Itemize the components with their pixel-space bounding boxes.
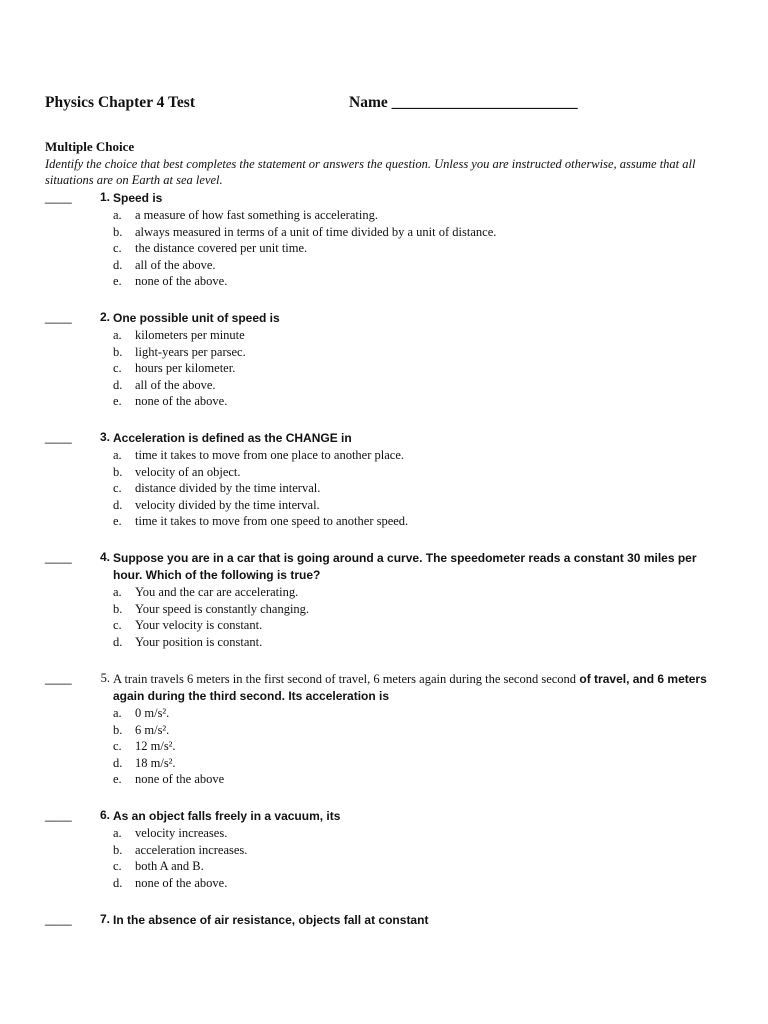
option (113, 224, 725, 241)
option-letter: e. (113, 394, 122, 409)
question-stem-bold: of travel, and 6 meters again during the third second. Its acceleration is (113, 672, 707, 703)
option-letter: b. (113, 722, 123, 737)
option-text: none of the above (135, 772, 225, 787)
option-text: velocity increases. (135, 826, 228, 840)
option (113, 240, 725, 257)
option-text: Your speed is constantly changing. (135, 601, 310, 616)
option (113, 207, 725, 224)
option (113, 360, 725, 377)
answer-blank: ____ (45, 808, 72, 822)
option-text: time it takes to move from one speed to another speed. (135, 514, 409, 529)
option-letter: d. (113, 875, 123, 890)
question-2 (45, 310, 725, 410)
option-letter: a. (113, 448, 122, 462)
option (113, 327, 725, 344)
option-text: kilometers per minute (135, 328, 245, 342)
option-text: none of the above. (135, 875, 228, 890)
option (113, 755, 725, 772)
option (113, 497, 725, 514)
question-6 (45, 808, 725, 891)
option-letter: b. (113, 224, 123, 239)
option-letter: a. (113, 826, 122, 840)
question-number: 2. (99, 310, 110, 324)
option (113, 601, 725, 618)
option (113, 377, 725, 394)
option (113, 257, 725, 274)
option (113, 842, 725, 859)
option (113, 875, 725, 892)
option-text: Your velocity is constant. (135, 618, 263, 633)
option-text: velocity divided by the time interval. (135, 497, 320, 512)
question-stem: Speed is (113, 191, 163, 205)
option (113, 858, 725, 875)
option (113, 722, 725, 739)
option (113, 480, 725, 497)
option-text: 0 m/s². (135, 706, 170, 720)
option-letter: c. (113, 859, 122, 874)
option-letter: c. (113, 481, 122, 496)
option-letter: b. (113, 344, 123, 359)
option-text: none of the above. (135, 274, 228, 289)
student-name-field: Name ________________________ (349, 94, 578, 111)
question-3 (45, 430, 725, 530)
option-letter: a. (113, 208, 122, 222)
option-text: distance divided by the time interval. (135, 481, 321, 496)
answer-blank: ____ (45, 430, 72, 444)
question-number: 7. (99, 912, 110, 926)
answer-blank: ____ (45, 550, 72, 564)
question-number: 4. (99, 550, 110, 564)
question-5 (45, 671, 725, 788)
question-stem (113, 671, 725, 705)
option-text: 6 m/s². (135, 722, 170, 737)
option (113, 344, 725, 361)
option-letter: e. (113, 514, 122, 529)
question-7 (45, 912, 725, 929)
option-letter: a. (113, 328, 122, 342)
option (113, 464, 725, 481)
option-letter: d. (113, 377, 123, 392)
option-text: 18 m/s². (135, 755, 176, 770)
question-number: 5. (100, 671, 110, 685)
option (113, 705, 725, 722)
question-stem: As an object falls freely in a vacuum, its (113, 809, 341, 823)
option-letter: c. (113, 361, 122, 376)
option-letter: e. (113, 274, 122, 289)
answer-blank: ____ (45, 310, 72, 324)
option-letter: c. (113, 618, 122, 633)
option-letter: e. (113, 772, 122, 787)
option-text: velocity of an object. (135, 464, 241, 479)
option-text: the distance covered per unit time. (135, 241, 308, 256)
question-stem: One possible unit of speed is (113, 311, 280, 325)
option-letter: d. (113, 497, 123, 512)
option-text: a measure of how fast something is accelerating. (135, 208, 378, 222)
question-stem: In the absence of air resistance, objects fall at constant (113, 913, 429, 927)
option (113, 584, 725, 601)
option-letter: b. (113, 601, 123, 616)
option-text: both A and B. (135, 859, 204, 874)
section-title: Multiple Choice (45, 139, 135, 154)
section-instructions: Identify the choice that best completes the statement or answers the question. Unless you are instructed otherwise, assume that all situations are on Earth at sea level. (45, 157, 696, 187)
option-text: 12 m/s². (135, 739, 176, 754)
option-letter: b. (113, 842, 123, 857)
option-letter: a. (113, 706, 122, 720)
option-text: Your position is constant. (135, 634, 263, 649)
option-letter: a. (113, 585, 122, 599)
question-1 (45, 190, 725, 290)
option-text: hours per kilometer. (135, 361, 236, 376)
option (113, 825, 725, 842)
option (113, 273, 725, 290)
option-letter: b. (113, 464, 123, 479)
option-text: time it takes to move from one place to another place. (135, 448, 405, 462)
option-letter: d. (113, 634, 123, 649)
option (113, 447, 725, 464)
question-number: 3. (99, 430, 110, 444)
question-4 (45, 550, 725, 650)
test-header (45, 94, 728, 116)
question-stem: Suppose you are in a car that is going around a curve. The speedometer reads a constant 30 miles per hour. Which of the following is true? (113, 551, 697, 582)
answer-blank: ____ (45, 671, 72, 685)
answer-blank: ____ (45, 190, 72, 204)
answer-blank: ____ (45, 912, 72, 926)
option (113, 634, 725, 651)
option-text: all of the above. (135, 377, 216, 392)
option (113, 393, 725, 410)
option-letter: c. (113, 241, 122, 256)
option-text: none of the above. (135, 394, 228, 409)
question-number: 6. (99, 808, 110, 822)
option-letter: c. (113, 739, 122, 754)
option (113, 513, 725, 530)
question-stem: Acceleration is defined as the CHANGE in (113, 431, 352, 445)
test-title: Physics Chapter 4 Test (45, 94, 195, 111)
option (113, 617, 725, 634)
option-text: You and the car are accelerating. (135, 585, 299, 599)
option-text: all of the above. (135, 257, 216, 272)
option-text: acceleration increases. (135, 842, 248, 857)
option (113, 771, 725, 788)
question-number: 1. (99, 190, 110, 204)
option-text: always measured in terms of a unit of time divided by a unit of distance. (135, 224, 497, 239)
option-letter: d. (113, 755, 123, 770)
question-stem-plain: A train travels 6 meters in the first second of travel, 6 meters again during the second second (113, 672, 577, 686)
option (113, 738, 725, 755)
option-text: light-years per parsec. (135, 344, 246, 359)
option-letter: d. (113, 257, 123, 272)
